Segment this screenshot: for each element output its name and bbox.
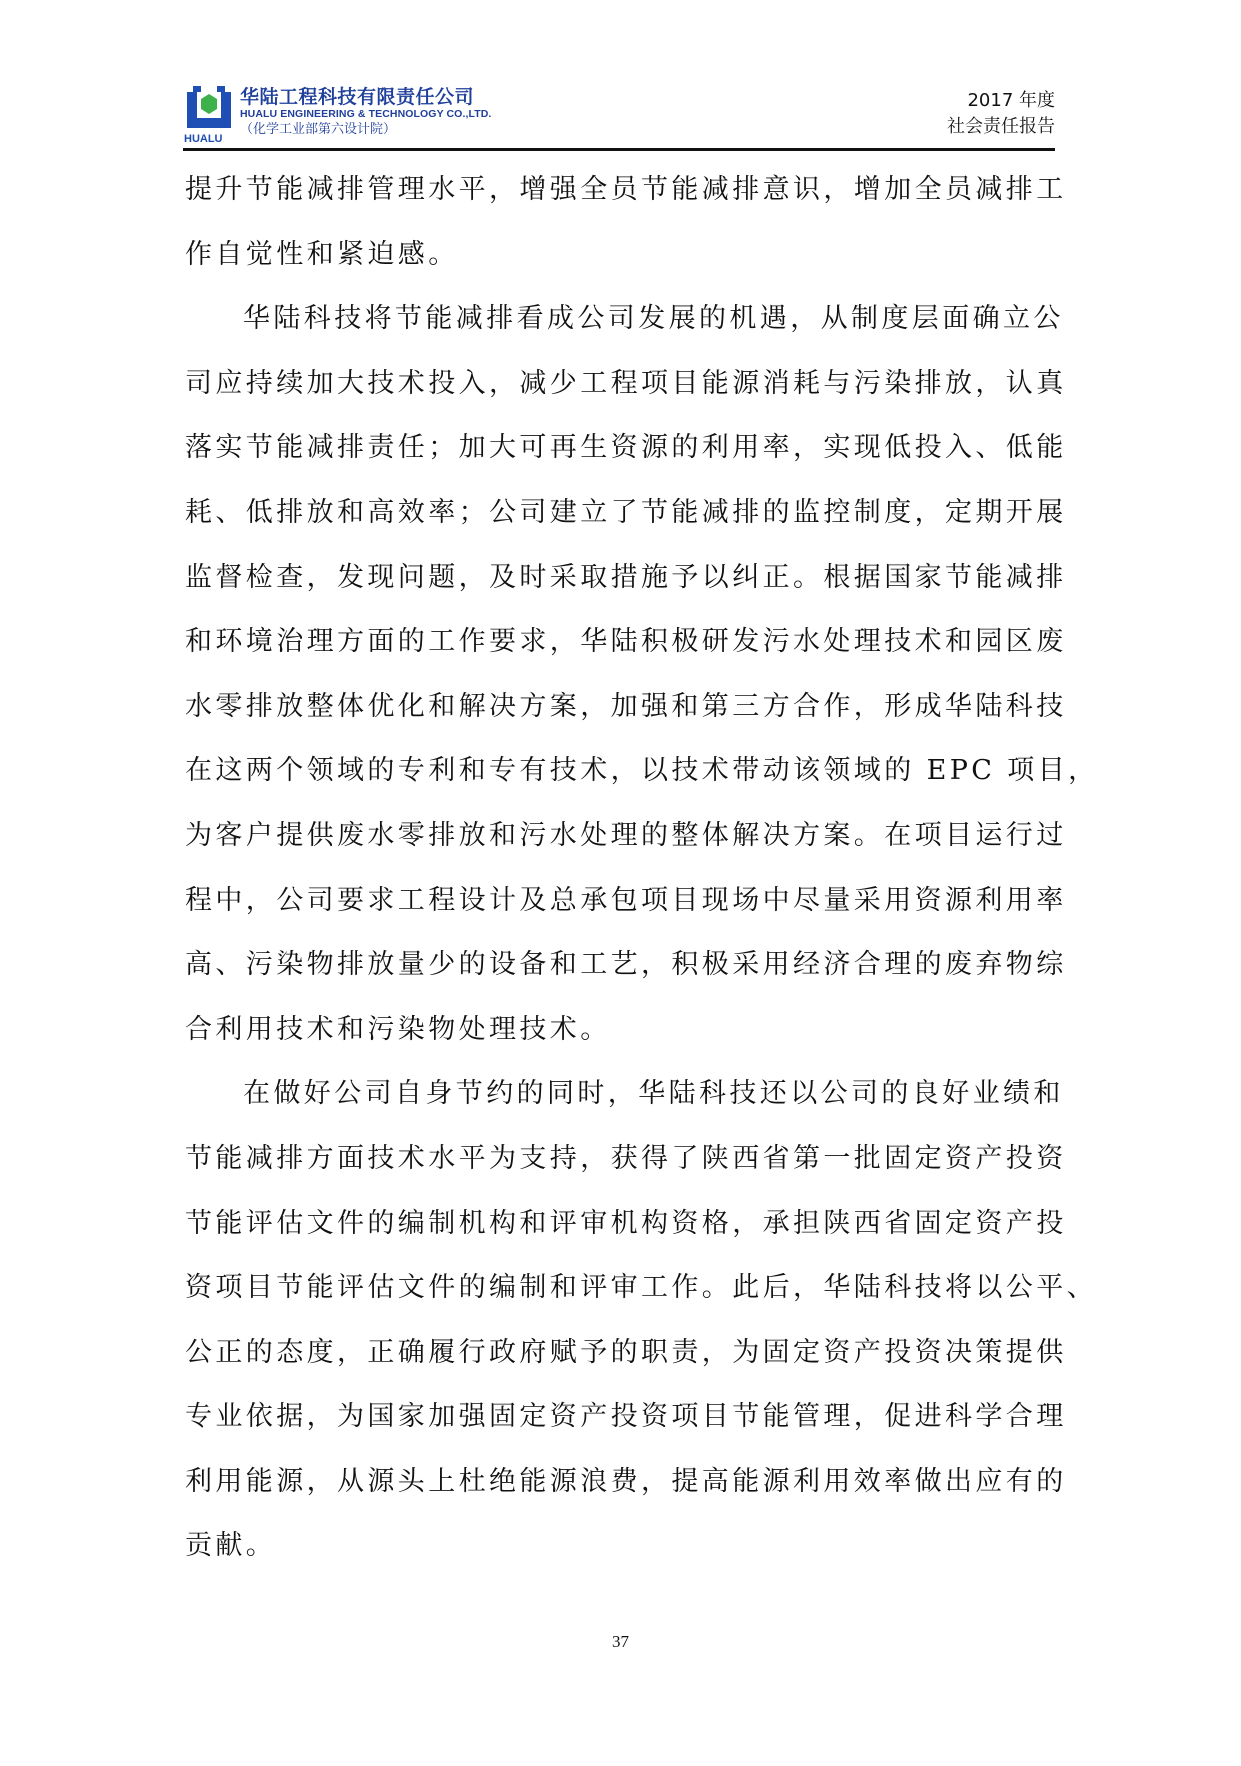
- paragraph: [185, 287, 1099, 1062]
- page-number: 37: [612, 1632, 629, 1651]
- text-line: 耗、低排放和高效率；公司建立了节能减排的监控制度，定期开展: [185, 496, 1067, 528]
- text-line: 提升节能减排管理水平，增强全员节能减排意识，增加全员减排工: [185, 174, 1067, 205]
- text-line: 作自觉性和紧迫感。: [185, 238, 459, 270]
- text-line: 和环境治理方面的工作要求，华陆积极研发污水处理技术和园区废: [185, 626, 1067, 658]
- text-line: 合利用技术和污染物处理技术。: [185, 1013, 611, 1045]
- paragraph: [185, 1062, 1097, 1579]
- text-line: 为客户提供废水零排放和污水处理的整体解决方案。在项目运行过: [185, 819, 1067, 851]
- company-name-en: HUALU ENGINEERING & TECHNOLOGY CO.,LTD.: [240, 108, 492, 120]
- text-line: 贡献。: [185, 1530, 277, 1562]
- page-header: [183, 84, 1055, 146]
- text-line: 在这两个领域的专利和专有技术，以技术带动该领域的 EPC 项目，: [185, 755, 1099, 787]
- company-name-cn: 华陆工程科技有限责任公司: [240, 86, 475, 108]
- text-line: 公正的态度，正确履行政府赋予的职责，为固定资产投资决策提供: [185, 1336, 1067, 1368]
- text-line: 节能评估文件的编制机构和评审机构资格，承担陕西省固定资产投: [185, 1207, 1067, 1239]
- paragraph: [185, 158, 1065, 287]
- text-line: 落实节能减排责任；加大可再生资源的利用率，实现低投入、低能: [185, 432, 1067, 464]
- company-subtitle: （化学工业部第六设计院）: [240, 122, 397, 137]
- text-line: 节能减排方面技术水平为支持，获得了陕西省第一批固定资产投资: [185, 1142, 1067, 1174]
- report-year: 2017 年度: [967, 90, 1055, 111]
- text-line: 利用能源，从源头上杜绝能源浪费，提高能源利用效率做出应有的: [185, 1465, 1067, 1497]
- text-line: 水零排放整体优化和解决方案，加强和第三方合作，形成华陆科技: [185, 690, 1067, 722]
- text-line: 华陆科技将节能减排看成公司发展的机遇，从制度层面确立公: [243, 303, 1064, 335]
- header-rule: [183, 148, 1055, 151]
- text-line: 监督检查，发现问题，及时采取措施予以纠正。根据国家节能减排: [185, 561, 1067, 593]
- text-line: 司应持续加大技术投入，减少工程项目能源消耗与污染排放，认真: [185, 367, 1067, 399]
- text-line: 在做好公司自身节约的同时，华陆科技还以公司的良好业绩和: [243, 1078, 1064, 1110]
- report-title-block: [947, 88, 1055, 140]
- logo-wordmark: HUALU: [184, 133, 223, 144]
- company-block: [240, 86, 491, 139]
- text-line: 资项目节能评估文件的编制和评审工作。此后，华陆科技将以公平、: [185, 1272, 1097, 1304]
- report-title: 社会责任报告: [947, 116, 1055, 137]
- text-line: 高、污染物排放量少的设备和工艺，积极采用经济合理的废弃物综: [185, 949, 1067, 981]
- hualu-logo-icon: [183, 84, 235, 144]
- text-line: 专业依据，为国家加强固定资产投资项目节能管理，促进科学合理: [185, 1401, 1067, 1433]
- body-text: [185, 158, 1099, 1579]
- text-line: 程中，公司要求工程设计及总承包项目现场中尽量采用资源利用率: [185, 884, 1067, 916]
